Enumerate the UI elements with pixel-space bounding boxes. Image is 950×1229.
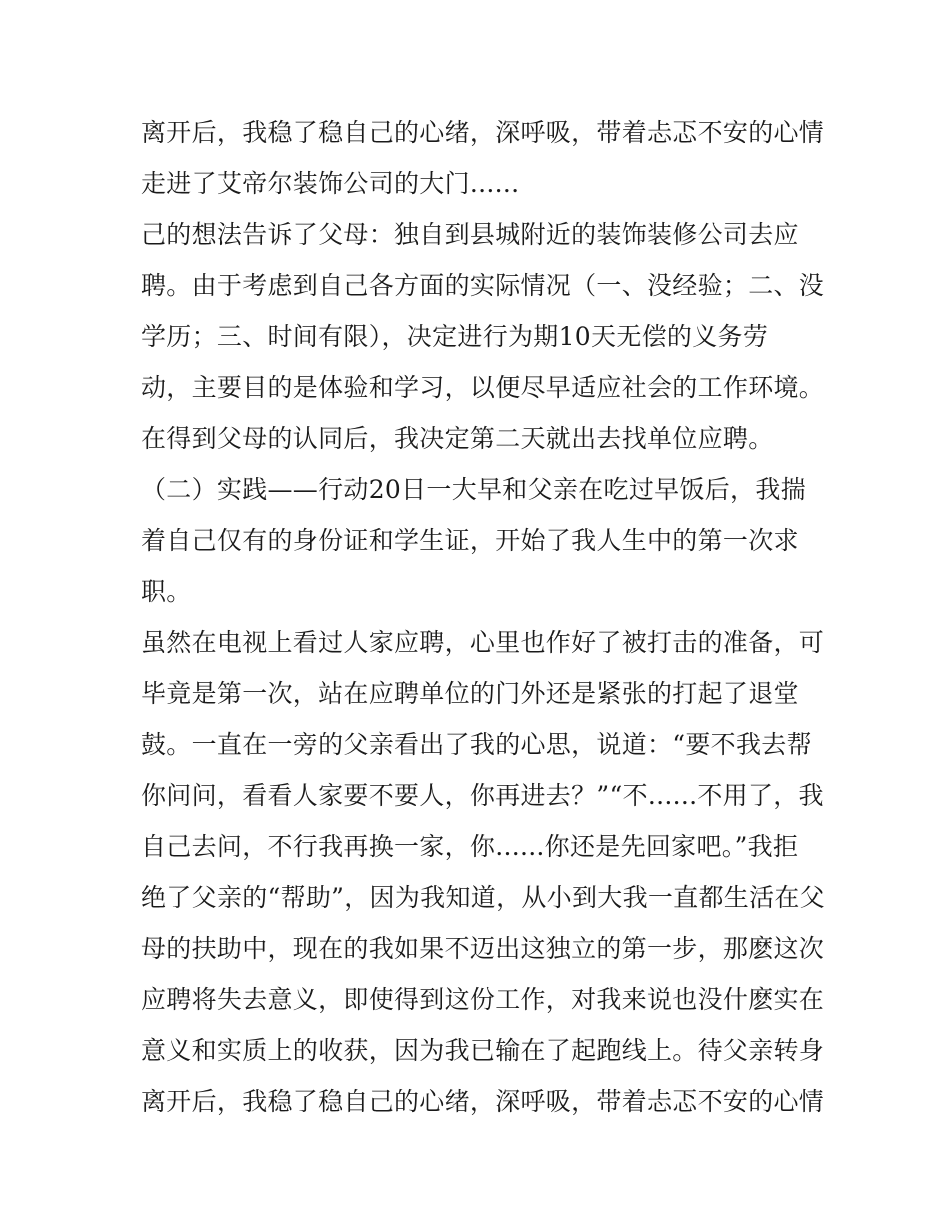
text-line: 离开后，我稳了稳自己的心绪，深呼吸，带着忐忑不安的心情 — [141, 1087, 825, 1116]
text-line: 离开后，我稳了稳自己的心绪，深呼吸，带着忐忑不安的心情 — [141, 118, 825, 147]
text-line: 在得到父母的认同后，我决定第二天就出去找单位应聘。 — [141, 424, 774, 453]
text-line: 你问问，看看人家要不要人，你再进去？”“不......不用了，我 — [141, 781, 824, 810]
text-line: 毕竟是第一次，站在应聘单位的门外还是紧张的打起了退堂 — [141, 679, 799, 708]
text-line: 应聘将失去意义，即使得到这份工作，对我来说也没什麽实在 — [141, 985, 825, 1014]
text-line: 着自己仅有的身份证和学生证，开始了我人生中的第一次求 — [141, 526, 799, 555]
text-line: （二）实践——行动20日一大早和父亲在吃过早饭后，我揣 — [141, 475, 806, 504]
text-line: 鼓。一直在一旁的父亲看出了我的心思，说道：“要不我去帮 — [141, 730, 812, 759]
text-line: 己的想法告诉了父母：独自到县城附近的装饰装修公司去应 — [141, 220, 799, 249]
text-line: 自己去问，不行我再换一家，你......你还是先回家吧。”我拒 — [141, 832, 799, 861]
text-line: 聘。由于考虑到自己各方面的实际情况（一、没经验；二、没 — [141, 271, 825, 300]
text-line: 走进了艾帝尔装饰公司的大门...... — [141, 169, 520, 198]
text-line: 动，主要目的是体验和学习，以便尽早适应社会的工作环境。 — [141, 373, 825, 402]
body-text — [141, 107, 825, 1127]
text-line: 意义和实质上的收获，因为我已输在了起跑线上。待父亲转身 — [141, 1036, 825, 1065]
text-line: 绝了父亲的“帮助”，因为我知道，从小到大我一直都生活在父 — [141, 883, 825, 912]
text-line: 职。 — [141, 577, 192, 606]
text-line: 学历；三、时间有限），决定进行为期10天无偿的义务劳 — [141, 322, 769, 351]
text-line: 母的扶助中，现在的我如果不迈出这独立的第一步，那麽这次 — [141, 934, 825, 963]
text-line: 虽然在电视上看过人家应聘，心里也作好了被打击的准备，可 — [141, 628, 825, 657]
